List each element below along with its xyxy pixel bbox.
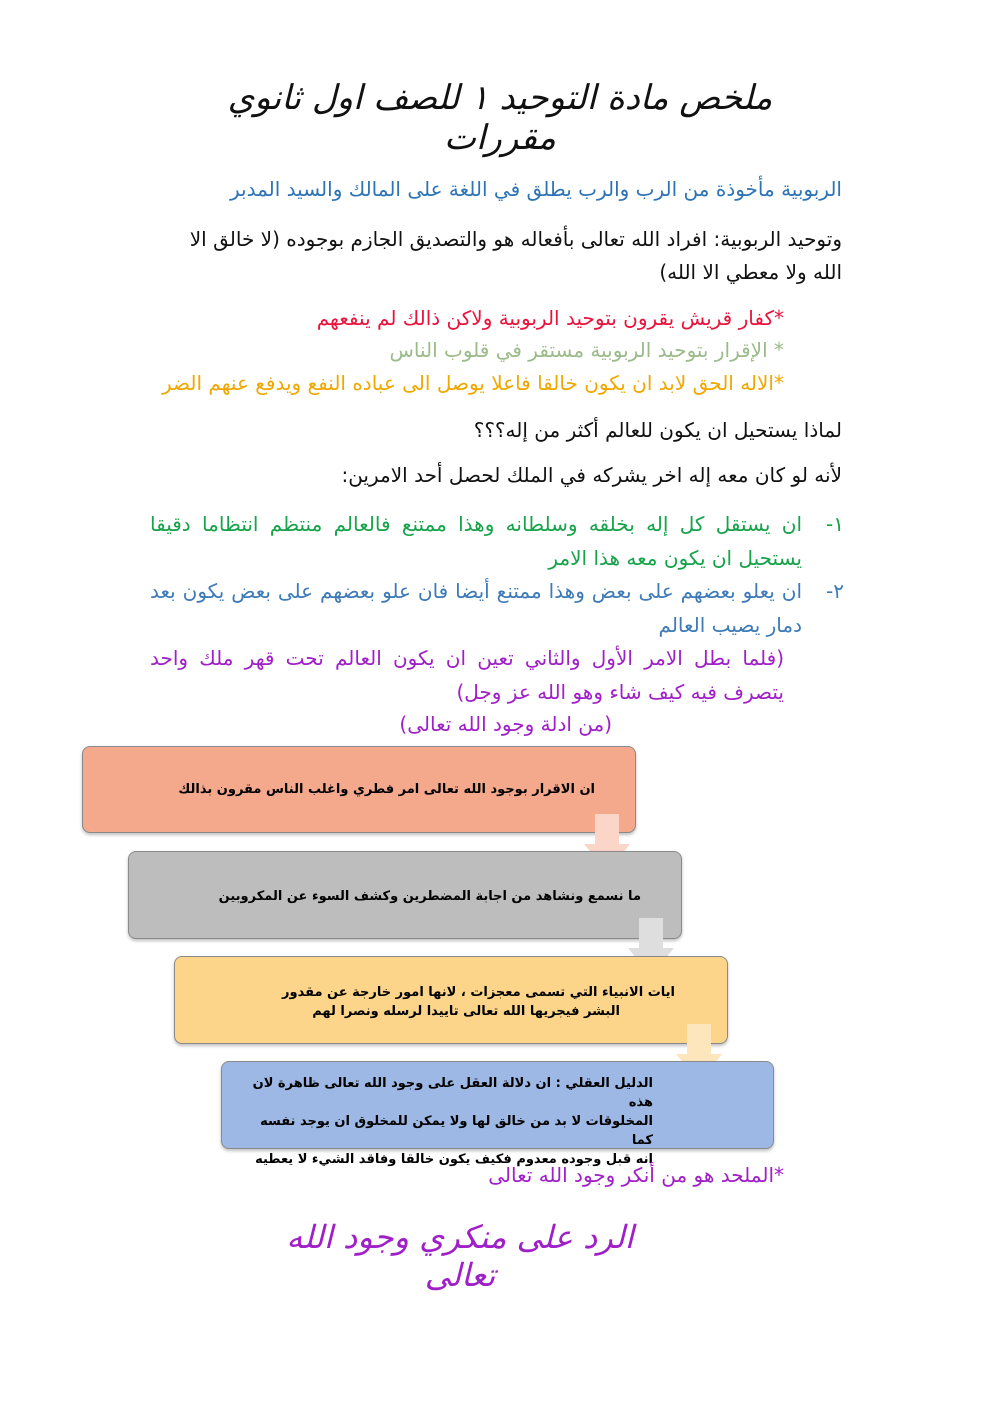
- flow-box-text: ايات الانبياء التي تسمى معجزات ، لانها امور خارجة عن مقدور: [282, 985, 675, 1000]
- answer-line: لأنه لو كان معه إله اخر يشركه في الملك لحصل أحد الامرين:: [341, 463, 842, 487]
- tawheed-definition-line-2: الله ولا معطي الا الله): [659, 260, 842, 284]
- list-item-number: ٢-: [826, 579, 844, 603]
- bottom-title: الرد على منكري وجود الله تعالى: [286, 1218, 634, 1294]
- true-god-note: *الاله الحق لابد ان يكون خالقا فاعلا يوصل الى عباده النفع ويدفع عنهم الضر: [162, 371, 784, 395]
- list-item-text: ان يستقل كل إله بخلقه وسلطانه وهذا ممتنع فالعالم منتظم انتظاما دقيقا يستحيل ان يكون معه هذا الامر: [150, 512, 802, 570]
- flow-box-text: المخلوقات لا بد من خالق لها ولا يمكن للمخلوق ان يوجد نفسه كما: [260, 1114, 653, 1148]
- flow-box-3: [174, 956, 728, 1044]
- flow-box-text: ان الاقرار بوجود الله تعالى امر فطري واغلب الناس مقرون بذالك: [178, 782, 595, 797]
- list-item-number: ١-: [826, 512, 844, 536]
- conclusion: (فلما بطل الامر الأول والثاني تعين ان يكون العالم تحت قهر ملك واحد يتصرف فيه كيف شاء وهو الله عز وجل): [150, 646, 784, 704]
- quraysh-note: *كفار قريش يقرون بتوحيد الربوبية ولاكن ذالك لم ينفعهم: [316, 306, 784, 330]
- tawheed-definition-line-1: وتوحيد الربوبية: افراد الله تعالى بأفعاله هو والتصديق الجازم بوجوده (لا خالق الا: [189, 227, 842, 251]
- flow-box-text: انه قبل وجوده معدوم فكيف يكون خالقا وفاقد الشيء لا يعطيه: [255, 1152, 653, 1167]
- flow-box-text: البشر فيجريها الله تعالى تاييدا لرسله ونصرا لهم: [312, 1004, 620, 1019]
- flow-box-text: الدليل العقلي : ان دلالة العقل على وجود الله تعالى ظاهرة لان هذه: [252, 1076, 653, 1110]
- list-item-1: [150, 507, 842, 575]
- flow-box-text: ما نسمع ونشاهد من اجابة المضطرين وكشف السوء عن المكروبين: [218, 889, 641, 904]
- flow-box-4: [221, 1061, 774, 1167]
- flow-box-1: [82, 746, 636, 833]
- evidence-heading: (من ادلة وجود الله تعالى): [399, 712, 612, 736]
- iqrar-note: * الإقرار بتوحيد الربوبية مستقر في قلوب الناس: [389, 338, 784, 362]
- list-item-2: [150, 574, 842, 642]
- list-item-text: ان يعلو بعضهم على بعض وهذا ممتنع أيضا فان علو بعضهم على بعض يكون بعد دمار يصيب العالم: [150, 579, 802, 637]
- atheist-definition: *الملحد هو من أنكر وجود الله تعالى: [488, 1163, 784, 1187]
- rububiyya-origin: الربوبية مأخوذة من الرب والرب يطلق في اللغة على المالك والسيد المدبر: [230, 177, 842, 201]
- flow-box-2: [128, 851, 682, 939]
- question-line: لماذا يستحيل ان يكون للعالم أكثر من إله؟؟؟: [473, 418, 842, 442]
- page-title: ملخص مادة التوحيد ١ للصف اول ثانوي مقررات: [227, 78, 773, 158]
